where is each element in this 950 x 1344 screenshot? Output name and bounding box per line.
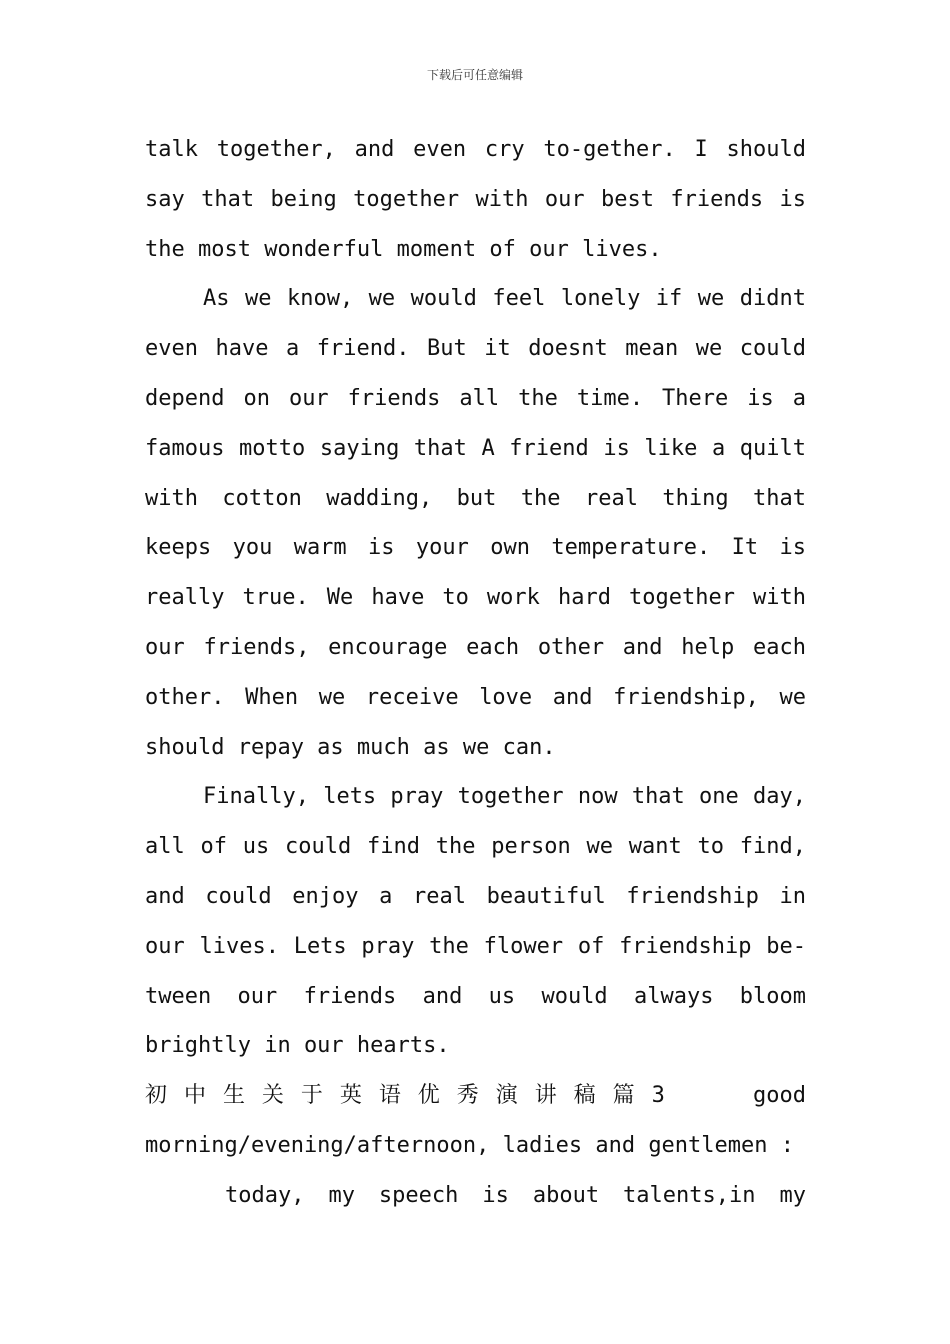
speech-word: my [779, 1182, 806, 1208]
paragraph-conclusion: Finally, lets pray together now that one day, all of us could find the person we want to find, and could enjoy a real beautiful friendship in our lives. Lets pray the flower of friendship be-tween our friends and us would always bloom brightly in our hearts. [145, 784, 806, 1059]
speech-word: is [482, 1182, 509, 1208]
greeting-line: morning/evening/afternoon, ladies and gentlemen : [145, 1132, 795, 1158]
speech-word: speech [378, 1182, 459, 1208]
speech-word: my [328, 1182, 355, 1208]
speech-opening-line [145, 1171, 806, 1221]
speech-word: talents,in [623, 1182, 756, 1208]
speech-word: about [532, 1182, 600, 1208]
heading-trailing-word: good [753, 1083, 806, 1109]
section-title: 初 中 生 关 于 英 语 优 秀 演 讲 稿 篇 3 [145, 1083, 665, 1109]
page-header: 下载后可任意编辑 [426, 68, 523, 82]
document-body [145, 125, 806, 1221]
section-heading [145, 1071, 806, 1121]
speech-word: today, [225, 1182, 305, 1208]
paragraph-friendship: As we know, we would feel lonely if we didnt even have a friend. But it doesnt mean we could depend on our friends all the time. There is a famous motto saying that A friend is like a quilt with cotton wadding, but the real thing that keeps you warm is your own temperature. It is really true. We have to work hard together with our friends, encourage each other and help each other. When we receive love and friendship, we should repay as much as we can. [145, 286, 806, 760]
paragraph-continuation: talk together, and even cry to-gether. I should say that being together with our best friends is the most wonderful moment of our lives. [145, 137, 806, 262]
